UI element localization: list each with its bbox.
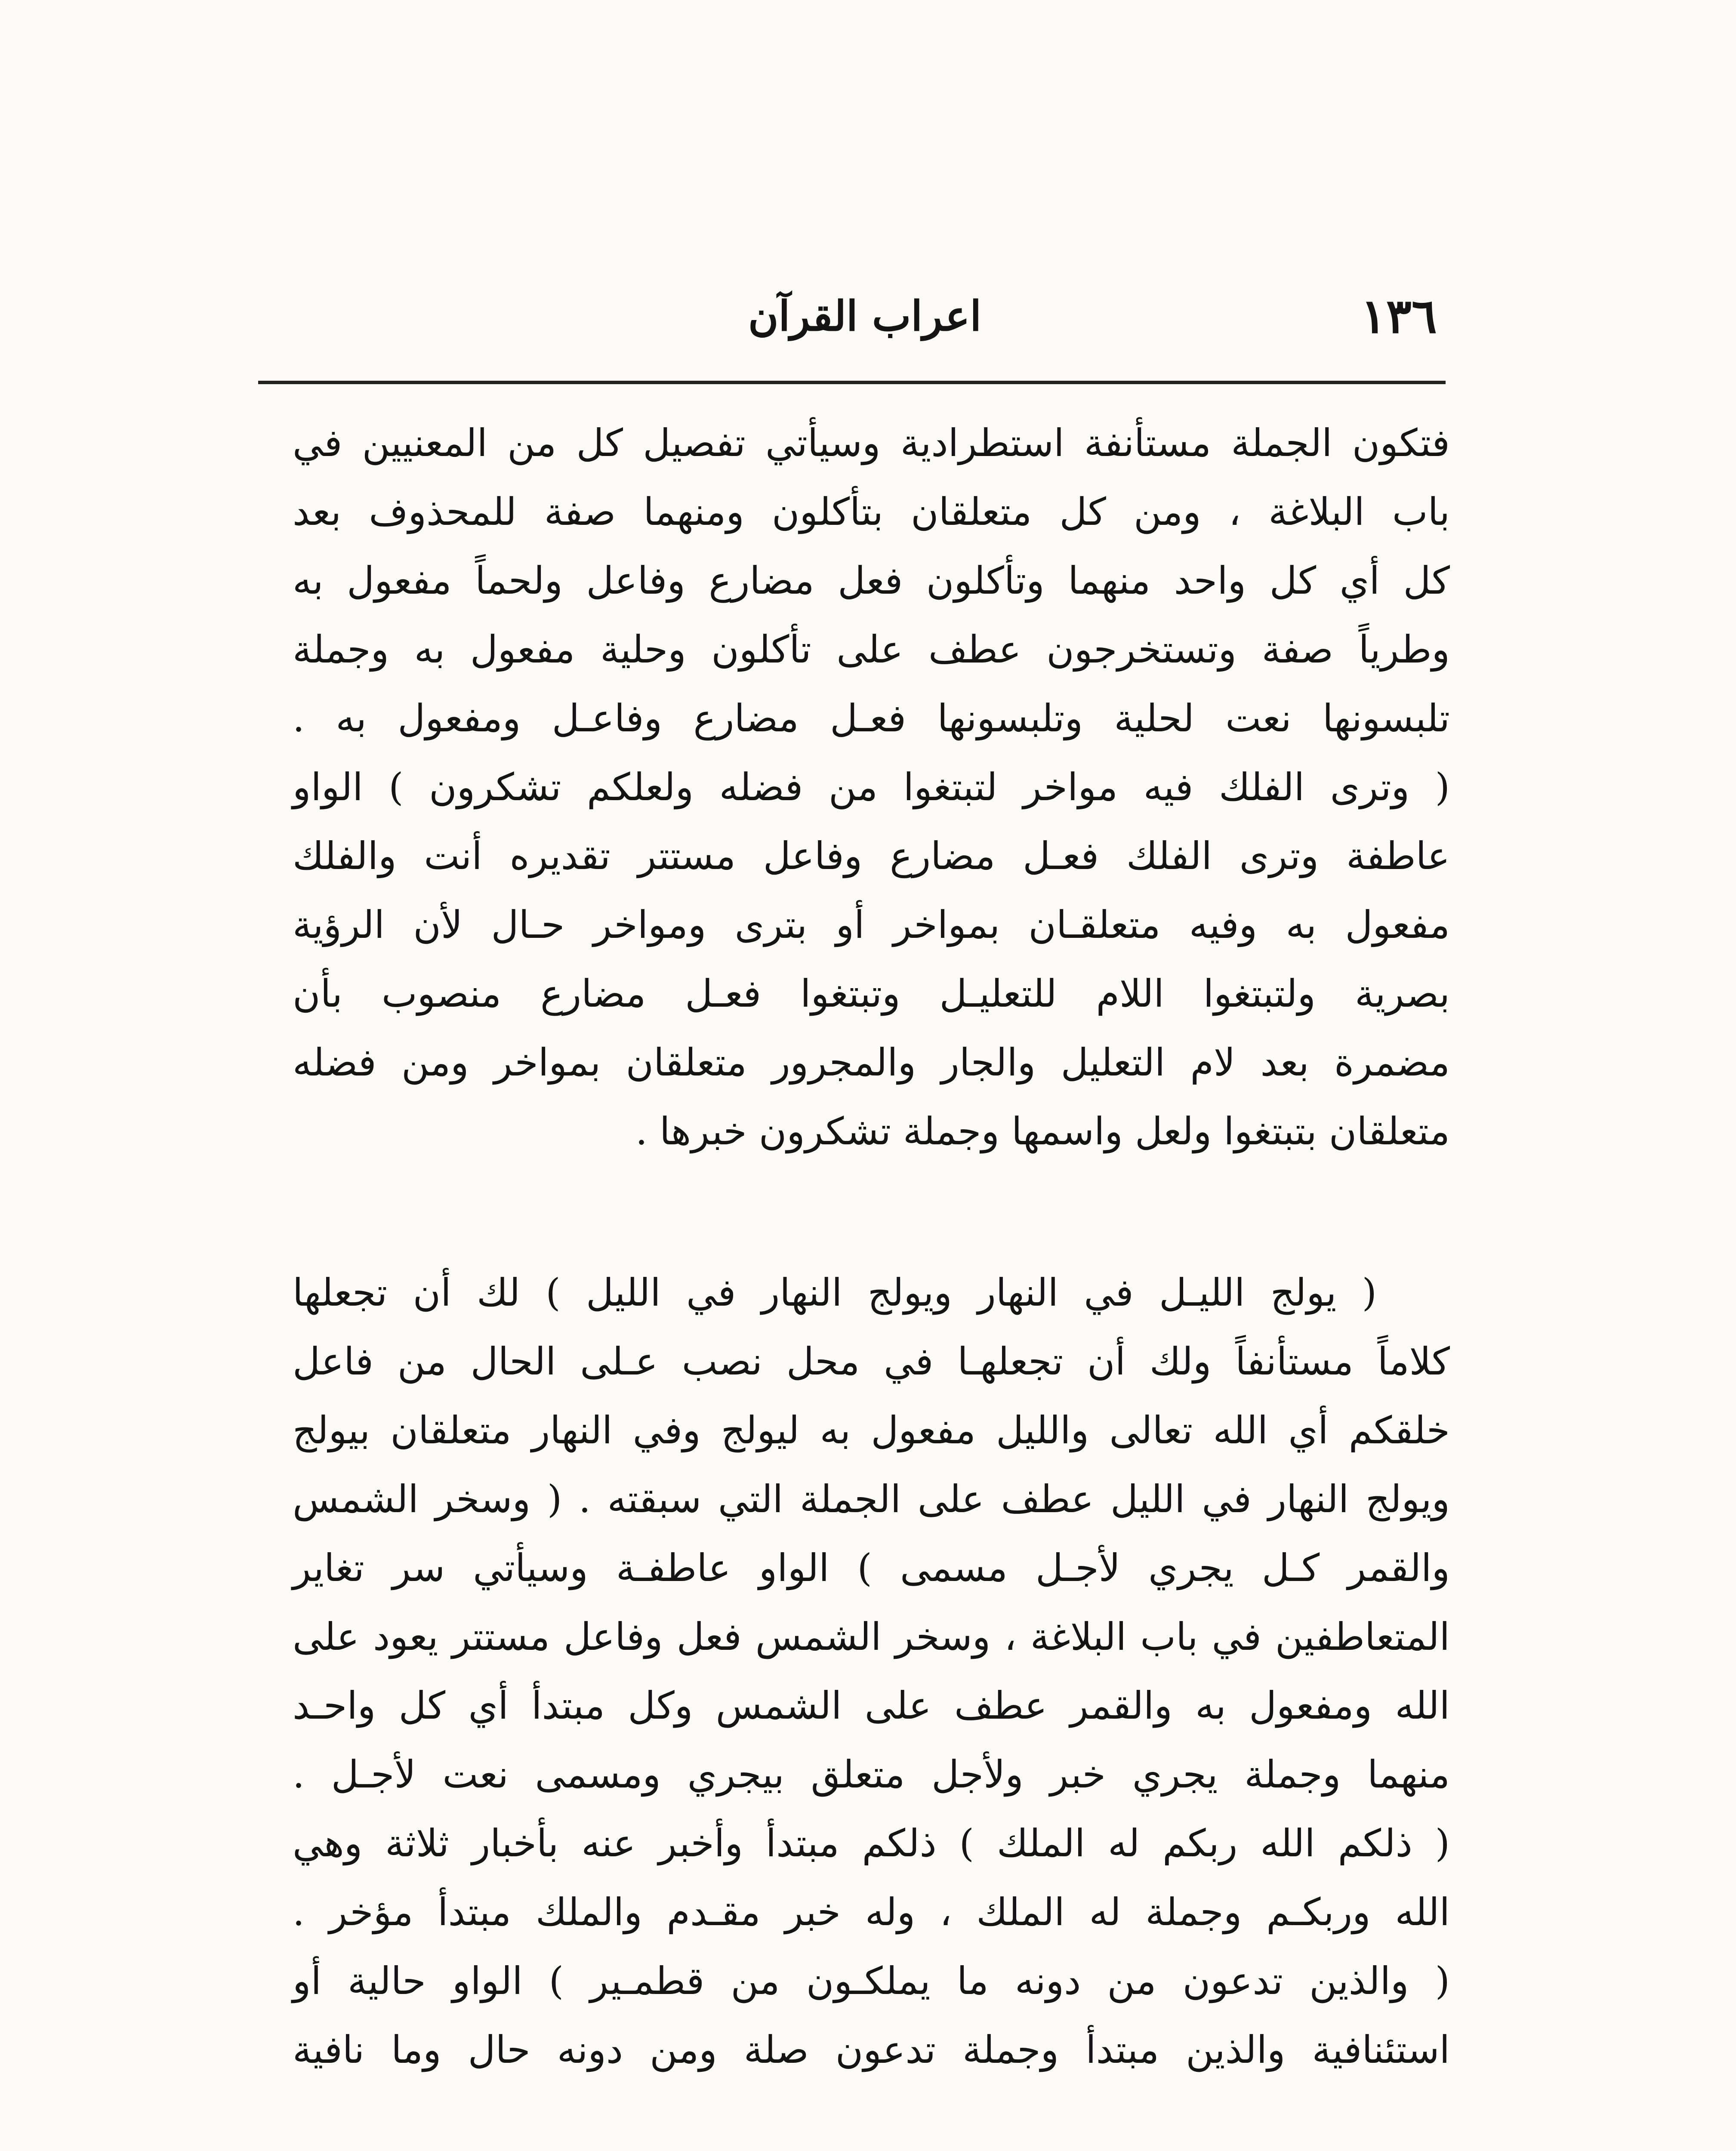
body-text bbox=[293, 409, 1450, 2084]
text-line: خلقكم أي الله تعالى والليل مفعول به ليولج وفي النهار متعلقان بيولج bbox=[293, 1408, 1450, 1452]
text-line: منهما وجملة يجري خبر ولأجل متعلق بيجري ومسمى نعت لأجـل . bbox=[293, 1752, 1450, 1797]
text-line: وطرياً صفة وتستخرجون عطف على تأكلون وحلية مفعول به وجملة bbox=[293, 627, 1450, 672]
text-line: مضمرة بعد لام التعليل والجار والمجرور متعلقان بمواخر ومن فضله bbox=[293, 1040, 1450, 1085]
text-line: كلاماً مستأنفاً ولك أن تجعلهـا في محل نصب عـلى الحال من فاعل bbox=[293, 1339, 1450, 1384]
text-line: متعلقان بتبتغوا ولعل واسمها وجملة تشكرون خبرها . bbox=[635, 1109, 1450, 1153]
text-line: الله ومفعول به والقمر عطف على الشمس وكل مبتدأ أي كل واحـد bbox=[293, 1683, 1450, 1728]
running-title: اعراب القرآن bbox=[748, 292, 981, 340]
page-number: ١٣٦ bbox=[1360, 288, 1437, 344]
page-header bbox=[258, 284, 1446, 348]
text-line: استئنافية والذين مبتدأ وجملة تدعون صلة ومن دونه حال وما نافية bbox=[293, 2028, 1450, 2072]
paragraph-gap bbox=[293, 1166, 1450, 1258]
text-line: عاطفة وترى الفلك فعـل مضارع وفاعل مستتر تقديره أنت والفلك bbox=[293, 834, 1450, 878]
paragraph-2 bbox=[293, 1258, 1450, 2084]
text-line: كل أي كل واحد منهما وتأكلون فعل مضارع وفاعل ولحماً مفعول به bbox=[293, 558, 1450, 603]
paragraph-1 bbox=[293, 409, 1450, 1166]
header-rule bbox=[258, 381, 1446, 384]
text-line: الله وربكـم وجملة له الملك ، وله خبر مقـدم والملك مبتدأ مؤخر . bbox=[293, 1890, 1450, 1934]
text-line: والقمر كـل يجري لأجـل مسمى ) الواو عاطفـة وسيأتي سر تغاير bbox=[293, 1546, 1450, 1590]
text-line: بصرية ولتبتغوا اللام للتعليـل وتبتغوا فعـل مضارع منصوب بأن bbox=[293, 971, 1450, 1016]
text-line: ويولج النهار في الليل عطف على الجملة التي سبقته . ( وسخر الشمس bbox=[293, 1477, 1450, 1521]
text-line: ( يولج الليـل في النهار ويولج النهار في الليل ) لك أن تجعلها bbox=[293, 1270, 1377, 1315]
text-line: المتعاطفين في باب البلاغة ، وسخر الشمس فعل وفاعل مستتر يعود على bbox=[293, 1615, 1450, 1659]
text-line: فتكون الجملة مستأنفة استطرادية وسيأتي تفصيل كل من المعنيين في bbox=[293, 421, 1450, 465]
text-line: ( وترى الفلك فيه مواخر لتبتغوا من فضله ولعلكم تشكرون ) الواو bbox=[293, 765, 1450, 809]
text-line: مفعول به وفيه متعلقـان بمواخر أو بترى ومواخر حـال لأن الرؤية bbox=[293, 903, 1450, 947]
text-line: تلبسونها نعت لحلية وتلبسونها فعـل مضارع وفاعـل ومفعول به . bbox=[293, 696, 1450, 740]
text-line: باب البلاغة ، ومن كل متعلقان بتأكلون ومنهما صفة للمحذوف بعد bbox=[293, 490, 1450, 534]
text-line: ( والذين تدعون من دونه ما يملكـون من قطمـير ) الواو حالية أو bbox=[293, 1959, 1450, 2003]
text-line: ( ذلكم الله ربكم له الملك ) ذلكم مبتدأ وأخبر عنه بأخبار ثلاثة وهي bbox=[293, 1821, 1450, 1865]
